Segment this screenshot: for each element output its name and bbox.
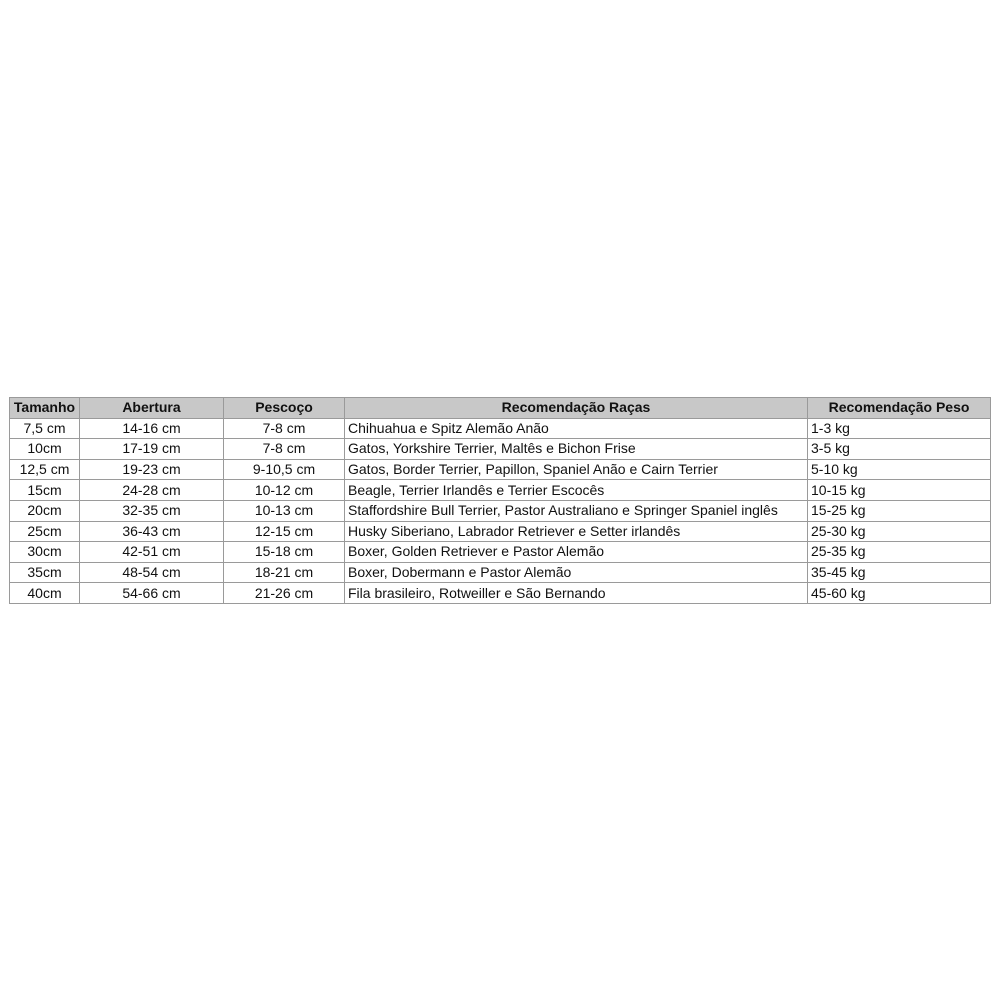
cell-pescoco: 21-26 cm: [224, 583, 345, 604]
cell-racas: Beagle, Terrier Irlandês e Terrier Escocês: [345, 480, 808, 501]
cell-tamanho: 35cm: [10, 562, 80, 583]
cell-pescoco: 10-13 cm: [224, 500, 345, 521]
cell-tamanho: 15cm: [10, 480, 80, 501]
cell-peso: 35-45 kg: [808, 562, 991, 583]
cell-racas: Gatos, Yorkshire Terrier, Maltês e Bichon Frise: [345, 439, 808, 460]
table-row: [10, 480, 991, 501]
cell-peso: 3-5 kg: [808, 439, 991, 460]
cell-racas: Fila brasileiro, Rotweiller e São Bernando: [345, 583, 808, 604]
cell-abertura: 17-19 cm: [80, 439, 224, 460]
cell-tamanho: 12,5 cm: [10, 459, 80, 480]
size-table: [9, 397, 991, 604]
cell-peso: 15-25 kg: [808, 500, 991, 521]
cell-tamanho: 10cm: [10, 439, 80, 460]
cell-tamanho: 25cm: [10, 521, 80, 542]
table-row: [10, 583, 991, 604]
cell-racas: Husky Siberiano, Labrador Retriever e Setter irlandês: [345, 521, 808, 542]
header-recomendacao-peso: Recomendação Peso: [808, 398, 991, 419]
cell-peso: 25-35 kg: [808, 542, 991, 563]
cell-abertura: 19-23 cm: [80, 459, 224, 480]
cell-pescoco: 12-15 cm: [224, 521, 345, 542]
cell-abertura: 36-43 cm: [80, 521, 224, 542]
cell-racas: Gatos, Border Terrier, Papillon, Spaniel Anão e Cairn Terrier: [345, 459, 808, 480]
cell-peso: 45-60 kg: [808, 583, 991, 604]
cell-racas: Boxer, Golden Retriever e Pastor Alemão: [345, 542, 808, 563]
header-recomendacao-racas: Recomendação Raças: [345, 398, 808, 419]
cell-tamanho: 7,5 cm: [10, 418, 80, 439]
cell-abertura: 24-28 cm: [80, 480, 224, 501]
cell-abertura: 32-35 cm: [80, 500, 224, 521]
header-row: [10, 398, 991, 419]
table-row: [10, 418, 991, 439]
header-abertura: Abertura: [80, 398, 224, 419]
cell-racas: Boxer, Dobermann e Pastor Alemão: [345, 562, 808, 583]
cell-tamanho: 20cm: [10, 500, 80, 521]
cell-pescoco: 18-21 cm: [224, 562, 345, 583]
cell-peso: 25-30 kg: [808, 521, 991, 542]
cell-peso: 5-10 kg: [808, 459, 991, 480]
cell-racas: Staffordshire Bull Terrier, Pastor Australiano e Springer Spaniel inglês: [345, 500, 808, 521]
cell-peso: 1-3 kg: [808, 418, 991, 439]
table-row: [10, 500, 991, 521]
cell-abertura: 42-51 cm: [80, 542, 224, 563]
cell-pescoco: 10-12 cm: [224, 480, 345, 501]
table-row: [10, 459, 991, 480]
cell-tamanho: 30cm: [10, 542, 80, 563]
cell-abertura: 54-66 cm: [80, 583, 224, 604]
table-row: [10, 542, 991, 563]
cell-racas: Chihuahua e Spitz Alemão Anão: [345, 418, 808, 439]
header-pescoco: Pescoço: [224, 398, 345, 419]
table-row: [10, 562, 991, 583]
cell-abertura: 14-16 cm: [80, 418, 224, 439]
cell-pescoco: 9-10,5 cm: [224, 459, 345, 480]
cell-abertura: 48-54 cm: [80, 562, 224, 583]
table-row: [10, 439, 991, 460]
cell-pescoco: 15-18 cm: [224, 542, 345, 563]
cell-peso: 10-15 kg: [808, 480, 991, 501]
header-tamanho: Tamanho: [10, 398, 80, 419]
table-row: [10, 521, 991, 542]
cell-tamanho: 40cm: [10, 583, 80, 604]
cell-pescoco: 7-8 cm: [224, 418, 345, 439]
cell-pescoco: 7-8 cm: [224, 439, 345, 460]
